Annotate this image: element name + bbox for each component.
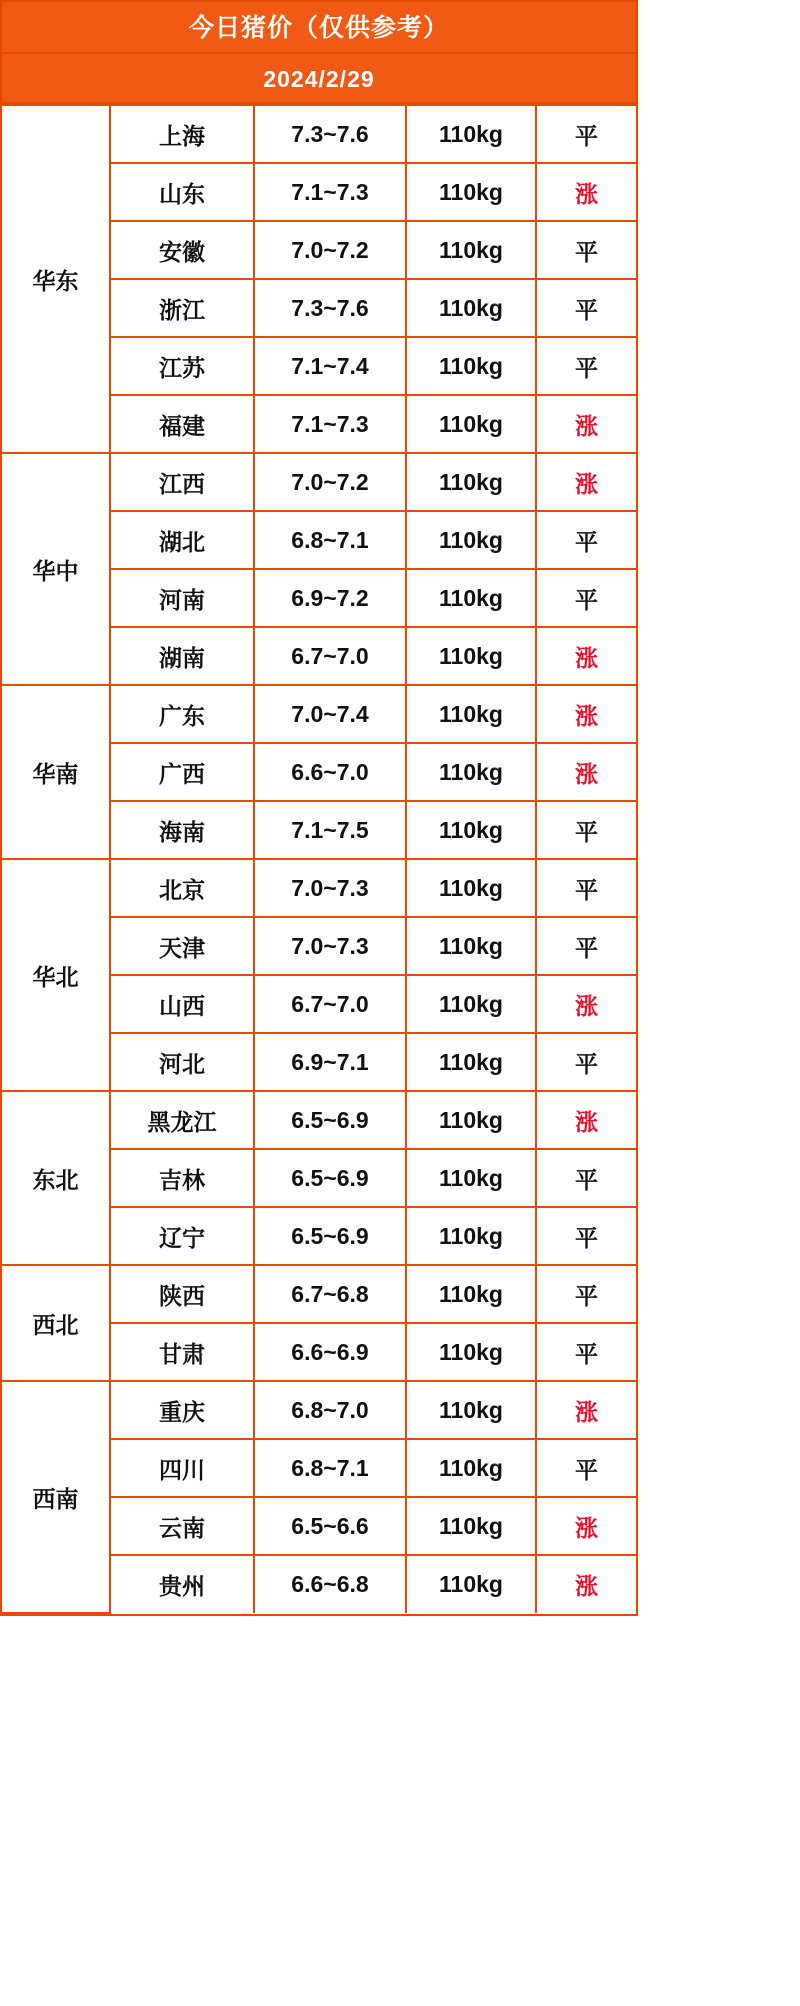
weight-cell: 110kg (406, 1091, 536, 1149)
table-row (2, 453, 636, 511)
trend-cell: 平 (536, 1439, 636, 1497)
table-row (2, 1265, 636, 1323)
trend-cell: 涨 (536, 453, 636, 511)
trend-cell: 涨 (536, 627, 636, 685)
weight-cell: 110kg (406, 1555, 536, 1613)
weight-cell: 110kg (406, 685, 536, 743)
weight-cell: 110kg (406, 395, 536, 453)
price-cell: 6.6~6.9 (254, 1323, 406, 1381)
weight-cell: 110kg (406, 1497, 536, 1555)
price-cell: 7.0~7.2 (254, 453, 406, 511)
price-cell: 6.7~7.0 (254, 975, 406, 1033)
trend-cell: 平 (536, 1207, 636, 1265)
trend-cell: 平 (536, 569, 636, 627)
province-cell: 山东 (110, 163, 254, 221)
trend-cell: 平 (536, 105, 636, 163)
trend-cell: 平 (536, 1149, 636, 1207)
weight-cell: 110kg (406, 917, 536, 975)
province-cell: 山西 (110, 975, 254, 1033)
province-cell: 广西 (110, 743, 254, 801)
trend-cell: 涨 (536, 1091, 636, 1149)
region-cell: 东北 (2, 1091, 110, 1265)
province-cell: 江苏 (110, 337, 254, 395)
price-cell: 6.5~6.9 (254, 1149, 406, 1207)
trend-cell: 涨 (536, 1381, 636, 1439)
price-cell: 7.0~7.3 (254, 917, 406, 975)
table-row (2, 1091, 636, 1149)
province-cell: 湖南 (110, 627, 254, 685)
province-cell: 甘肃 (110, 1323, 254, 1381)
province-cell: 湖北 (110, 511, 254, 569)
price-cell: 6.5~6.9 (254, 1091, 406, 1149)
price-cell: 7.1~7.3 (254, 395, 406, 453)
weight-cell: 110kg (406, 1149, 536, 1207)
trend-cell: 平 (536, 1033, 636, 1091)
price-cell: 7.0~7.4 (254, 685, 406, 743)
weight-cell: 110kg (406, 279, 536, 337)
price-cell: 6.6~6.8 (254, 1555, 406, 1613)
weight-cell: 110kg (406, 801, 536, 859)
price-cell: 6.6~7.0 (254, 743, 406, 801)
price-cell: 6.5~6.6 (254, 1497, 406, 1555)
price-cell: 7.0~7.3 (254, 859, 406, 917)
province-cell: 上海 (110, 105, 254, 163)
trend-cell: 平 (536, 1323, 636, 1381)
province-cell: 陕西 (110, 1265, 254, 1323)
weight-cell: 110kg (406, 975, 536, 1033)
region-cell: 华南 (2, 685, 110, 859)
province-cell: 云南 (110, 1497, 254, 1555)
weight-cell: 110kg (406, 1323, 536, 1381)
price-cell: 6.9~7.2 (254, 569, 406, 627)
price-cell: 6.8~7.1 (254, 1439, 406, 1497)
price-cell: 7.3~7.6 (254, 105, 406, 163)
weight-cell: 110kg (406, 1381, 536, 1439)
province-cell: 吉林 (110, 1149, 254, 1207)
weight-cell: 110kg (406, 1207, 536, 1265)
weight-cell: 110kg (406, 511, 536, 569)
trend-cell: 平 (536, 917, 636, 975)
trend-cell: 平 (536, 1265, 636, 1323)
weight-cell: 110kg (406, 221, 536, 279)
price-cell: 7.1~7.5 (254, 801, 406, 859)
date-label: 2024/2/29 (2, 54, 636, 104)
province-cell: 北京 (110, 859, 254, 917)
trend-cell: 平 (536, 511, 636, 569)
trend-cell: 涨 (536, 1497, 636, 1555)
table-row (2, 685, 636, 743)
province-cell: 河北 (110, 1033, 254, 1091)
region-cell: 华北 (2, 859, 110, 1091)
weight-cell: 110kg (406, 163, 536, 221)
province-cell: 安徽 (110, 221, 254, 279)
price-cell: 7.1~7.4 (254, 337, 406, 395)
weight-cell: 110kg (406, 105, 536, 163)
trend-cell: 平 (536, 801, 636, 859)
weight-cell: 110kg (406, 1265, 536, 1323)
price-cell: 6.5~6.9 (254, 1207, 406, 1265)
price-table (2, 104, 636, 1614)
region-cell: 华中 (2, 453, 110, 685)
province-cell: 重庆 (110, 1381, 254, 1439)
province-cell: 四川 (110, 1439, 254, 1497)
price-cell: 6.7~6.8 (254, 1265, 406, 1323)
table-row (2, 859, 636, 917)
region-cell: 西北 (2, 1265, 110, 1381)
province-cell: 贵州 (110, 1555, 254, 1613)
weight-cell: 110kg (406, 453, 536, 511)
region-cell: 西南 (2, 1381, 110, 1613)
price-cell: 6.9~7.1 (254, 1033, 406, 1091)
trend-cell: 涨 (536, 1555, 636, 1613)
province-cell: 浙江 (110, 279, 254, 337)
province-cell: 江西 (110, 453, 254, 511)
trend-cell: 平 (536, 221, 636, 279)
price-cell: 7.1~7.3 (254, 163, 406, 221)
weight-cell: 110kg (406, 337, 536, 395)
province-cell: 黑龙江 (110, 1091, 254, 1149)
weight-cell: 110kg (406, 859, 536, 917)
province-cell: 河南 (110, 569, 254, 627)
province-cell: 广东 (110, 685, 254, 743)
weight-cell: 110kg (406, 743, 536, 801)
region-cell: 华东 (2, 105, 110, 453)
weight-cell: 110kg (406, 1439, 536, 1497)
trend-cell: 涨 (536, 163, 636, 221)
price-cell: 7.3~7.6 (254, 279, 406, 337)
trend-cell: 涨 (536, 743, 636, 801)
table-row (2, 1381, 636, 1439)
price-cell: 6.8~7.1 (254, 511, 406, 569)
trend-cell: 平 (536, 859, 636, 917)
province-cell: 海南 (110, 801, 254, 859)
weight-cell: 110kg (406, 627, 536, 685)
price-cell: 6.7~7.0 (254, 627, 406, 685)
price-cell: 6.8~7.0 (254, 1381, 406, 1439)
trend-cell: 平 (536, 337, 636, 395)
table-row (2, 105, 636, 163)
page-title: 今日猪价（仅供参考） (2, 2, 636, 54)
province-cell: 福建 (110, 395, 254, 453)
trend-cell: 涨 (536, 975, 636, 1033)
trend-cell: 平 (536, 279, 636, 337)
price-cell: 7.0~7.2 (254, 221, 406, 279)
weight-cell: 110kg (406, 569, 536, 627)
weight-cell: 110kg (406, 1033, 536, 1091)
trend-cell: 涨 (536, 395, 636, 453)
province-cell: 辽宁 (110, 1207, 254, 1265)
province-cell: 天津 (110, 917, 254, 975)
trend-cell: 涨 (536, 685, 636, 743)
